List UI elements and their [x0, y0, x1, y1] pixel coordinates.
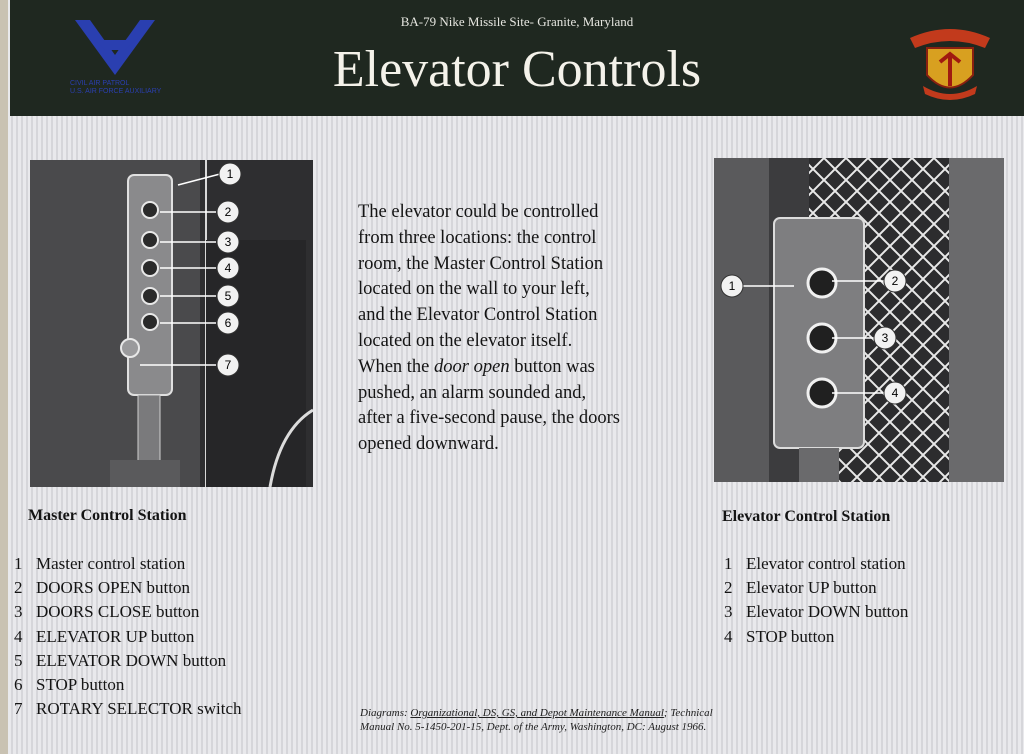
elevator-callout-1: 1	[728, 279, 736, 293]
cap-logo-subtext: U.S. AIR FORCE AUXILIARY	[70, 88, 162, 95]
item-number: 2	[724, 578, 733, 598]
description-line: The elevator could be controlled	[358, 202, 599, 222]
item-number: 2	[14, 578, 23, 598]
item-number: 1	[14, 554, 23, 573]
header-band	[10, 0, 1024, 116]
master-callout-5: 5	[224, 289, 232, 303]
master-callout-3: 3	[224, 235, 232, 249]
army-crest-icon	[905, 20, 995, 106]
list-item	[724, 576, 908, 600]
item-label: Elevator UP button	[746, 578, 877, 598]
master-callout-2: 2	[224, 205, 232, 219]
description-line: located on the elevator itself.	[358, 330, 573, 351]
description-line: after a five-second pause, the doors	[358, 408, 620, 429]
credit-manual-title: Organizational, DS, GS, and Depot Maintenance Manual	[410, 707, 664, 719]
master-callout-7: 7	[224, 358, 232, 372]
master-callout-1: 1	[226, 167, 234, 181]
item-number: 6	[14, 675, 23, 695]
item-label: STOP button	[36, 675, 125, 695]
list-item	[14, 625, 242, 649]
list-item	[14, 673, 242, 697]
diagram-credit	[360, 706, 780, 734]
list-item	[14, 600, 242, 624]
master-heading: Master Control Station	[28, 507, 187, 524]
item-number: 3	[14, 602, 23, 622]
elevator-callout-4: 4	[891, 386, 899, 400]
page-title: Elevator Controls	[332, 41, 702, 98]
list-item	[14, 649, 242, 673]
list-item	[724, 625, 908, 649]
item-label: Elevator DOWN button	[746, 602, 909, 622]
description-text	[358, 200, 708, 458]
item-label: DOORS OPEN button	[36, 578, 190, 598]
list-item	[14, 552, 242, 576]
item-label: ELEVATOR UP button	[36, 626, 195, 646]
elevator-callout-2: 2	[891, 274, 899, 288]
item-number: 7	[14, 699, 23, 719]
description-line: room, the Master Control Station	[358, 253, 604, 274]
description-line: and the Elevator Control Station	[358, 305, 598, 326]
description-line: pushed, an alarm sounded and,	[358, 382, 587, 403]
site-name: BA-79 Nike Missile Site- Granite, Maryland	[400, 14, 634, 29]
master-callout-6: 6	[224, 316, 232, 330]
item-number: 1	[724, 554, 733, 573]
item-label: ROTARY SELECTOR switch	[36, 699, 242, 719]
item-number: 4	[14, 626, 23, 646]
item-label: Master control station	[36, 554, 186, 573]
elevator-control-photo	[714, 158, 1004, 482]
credit-line-1	[360, 706, 780, 720]
door-line-before: When the	[358, 356, 435, 377]
description-line: located on the wall to your left,	[358, 279, 590, 300]
master-control-photo	[30, 160, 313, 487]
cap-logo-text: CIVIL AIR PATROL	[70, 80, 130, 87]
item-label: DOORS CLOSE button	[36, 602, 200, 622]
item-label: ELEVATOR DOWN button	[36, 650, 227, 670]
list-item	[724, 552, 908, 576]
item-number: 5	[14, 650, 23, 670]
credit-line-2: Manual No. 5-1450-201-15, Dept. of the Army, Washington, DC: August 1966.	[360, 721, 707, 733]
item-number: 4	[724, 626, 733, 646]
item-number: 3	[724, 602, 733, 622]
elevator-heading: Elevator Control Station	[722, 508, 891, 525]
description-line: from three locations: the control	[358, 227, 597, 248]
master-callout-4: 4	[224, 261, 232, 275]
description-line: opened downward.	[358, 434, 499, 455]
elevator-callout-3: 3	[881, 331, 889, 345]
door-line-after: button was	[509, 356, 595, 377]
master-legend	[14, 552, 242, 721]
door-open-emphasis: door open	[434, 356, 510, 377]
list-item	[724, 600, 908, 624]
credit-line1-tail: ; Technical	[663, 707, 713, 719]
description-line	[358, 355, 708, 381]
list-item	[14, 576, 242, 600]
elevator-legend	[724, 552, 908, 649]
list-item	[14, 697, 242, 721]
item-label: STOP button	[746, 626, 835, 646]
item-label: Elevator control station	[746, 554, 906, 573]
credit-prefix: Diagrams:	[360, 707, 411, 719]
